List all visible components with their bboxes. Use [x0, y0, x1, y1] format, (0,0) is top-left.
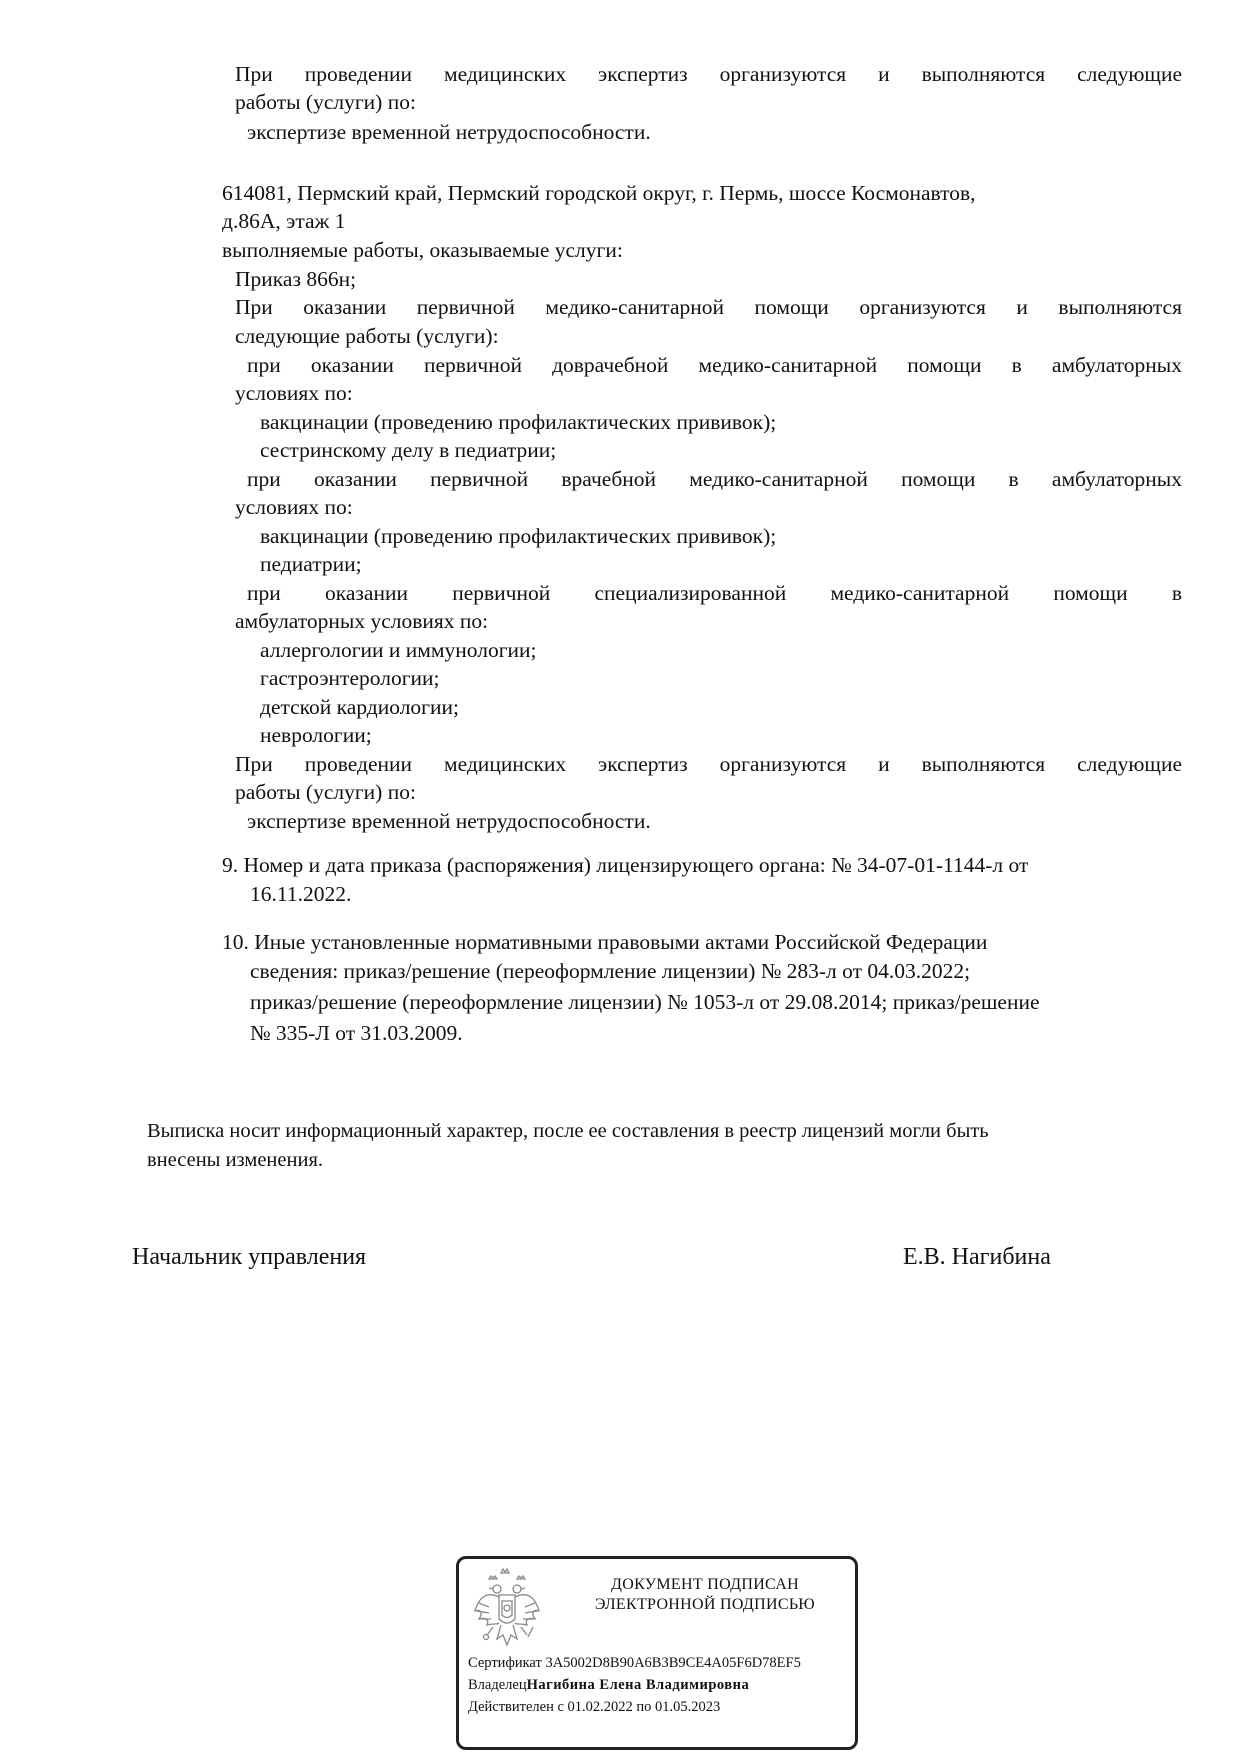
numbered-item-10-cont: сведения: приказ/решение (переоформление лицензии) № 283-л от 04.03.2022;: [250, 959, 971, 983]
text-line: работы (услуги) по:: [235, 90, 416, 114]
list-item: педиатрии;: [260, 552, 362, 576]
text-line: экспертизе временной нетрудоспособности.: [247, 809, 651, 833]
text-line: амбулаторных условиях по:: [235, 609, 489, 633]
text-line: При проведении медицинских экспертиз организуются и выполняются следующие: [235, 62, 1182, 86]
address-line: д.86А, этаж 1: [222, 209, 346, 233]
text-line: при оказании первичной врачебной медико-санитарной помощи в амбулаторных: [247, 467, 1182, 491]
numbered-item-10: 10. Иные установленные нормативными правовыми актами Российской Федерации: [222, 930, 988, 954]
numbered-item-9: 9. Номер и дата приказа (распоряжения) лицензирующего органа: № 34-07-01-1144-л от: [222, 853, 1029, 877]
electronic-signature-stamp: [456, 1556, 858, 1750]
numbered-item-10-cont: № 335-Л от 31.03.2009.: [250, 1021, 463, 1045]
validity-row: Действителен с 01.02.2022 по 01.05.2023: [468, 1699, 721, 1715]
text-line: при оказании первичной доврачебной медико-санитарной помощи в амбулаторных: [247, 353, 1182, 377]
stamp-heading: ЭЛЕКТРОННОЙ ПОДПИСЬЮ: [594, 1596, 816, 1613]
text-line: экспертизе временной нетрудоспособности.: [247, 120, 651, 144]
list-item: гастроэнтерологии;: [260, 666, 440, 690]
text-line: При проведении медицинских экспертиз организуются и выполняются следующие: [235, 752, 1182, 776]
stamp-heading: ДОКУМЕНТ ПОДПИСАН: [611, 1576, 799, 1593]
numbered-item-9-cont: 16.11.2022.: [250, 882, 352, 906]
text-line: работы (услуги) по:: [235, 780, 416, 804]
certificate-value: 3A5002D8B90A6B3B9CE4A05F6D78EF5: [545, 1655, 801, 1671]
text-line: При оказании первичной медико-санитарной помощи организуются и выполняются: [235, 295, 1182, 319]
list-item: вакцинации (проведению профилактических прививок);: [260, 524, 777, 548]
certificate-label: Сертификат: [468, 1655, 542, 1671]
address-line: 614081, Пермский край, Пермский городской округ, г. Пермь, шоссе Космонавтов,: [222, 181, 976, 205]
numbered-item-10-cont: приказ/решение (переоформление лицензии) № 1053-л от 29.08.2014; приказ/решение: [250, 990, 1040, 1014]
signer-name: Е.В. Нагибина: [903, 1244, 1051, 1270]
notice-text: внесены изменения.: [147, 1149, 323, 1171]
text-line: следующие работы (услуги):: [235, 324, 499, 348]
russian-coat-of-arms-icon: [471, 1567, 543, 1653]
list-item: аллергологии и иммунологии;: [260, 638, 537, 662]
owner-label: Владелец: [468, 1677, 527, 1693]
certificate-row: [468, 1655, 801, 1672]
notice-text: Выписка носит информационный характер, после ее составления в реестр лицензий могли быть: [147, 1120, 989, 1142]
list-item: детской кардиологии;: [260, 695, 459, 719]
text-line: выполняемые работы, оказываемые услуги:: [222, 238, 623, 262]
list-item: неврологии;: [260, 723, 372, 747]
signer-position: Начальник управления: [132, 1244, 367, 1270]
text-line: условиях по:: [235, 495, 353, 519]
text-line: условиях по:: [235, 381, 353, 405]
text-line: Приказ 866н;: [235, 267, 357, 291]
owner-row: [468, 1677, 749, 1694]
owner-value: Нагибина Елена Владимировна: [526, 1677, 750, 1693]
text-line: при оказании первичной специализированной медико-санитарной помощи в: [247, 581, 1182, 605]
list-item: вакцинации (проведению профилактических прививок);: [260, 410, 777, 434]
list-item: сестринскому делу в педиатрии;: [260, 438, 557, 462]
